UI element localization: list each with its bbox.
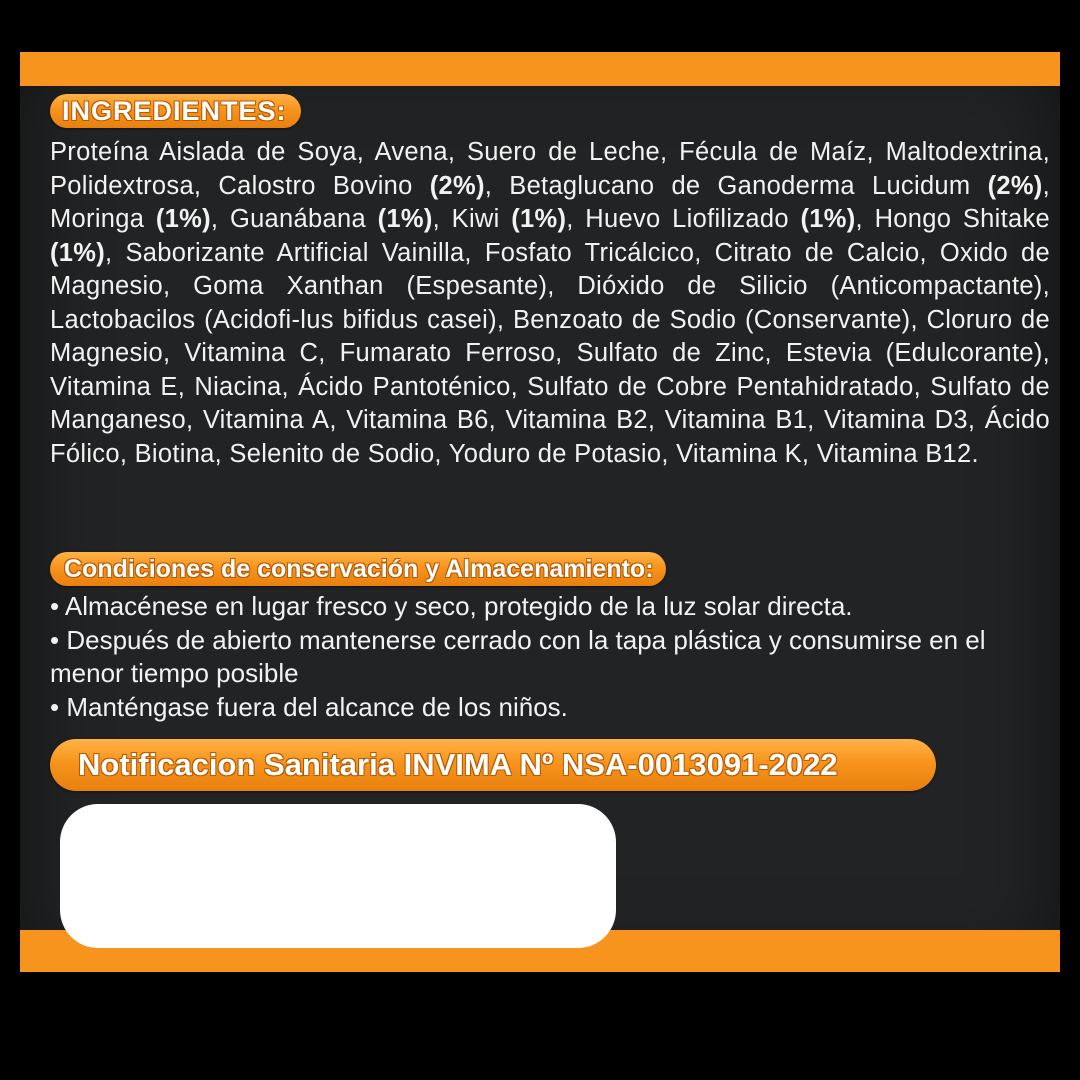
condition-item-children: • Manténgase fuera del alcance de los niños. bbox=[50, 691, 568, 722]
ingredients-heading: INGREDIENTES: bbox=[50, 94, 301, 128]
ingredient-segment: , Saborizante Artificial Vainilla, Fosfato Tricálcico, Citrato de Calcio, Oxido de Magnesio, Goma Xanthan (Espesante), Dióxido de Silicio (Anticompactante), Lactobacilos (Acidofi-lus bifidus casei), Benzoato de Sodio (Conservante), Cloruro de Magnesio, Vitamina C, Fumarato Ferroso, Sulfato de Zinc, Estevia (Edulcorante), Vitamina E, Niacina, Ácido Pantoténico, Sulfato de Cobre Pentahidratado, Sulfato de Manganeso, Vitamina A, Vitamina B6, Vitamina B2, Vitamina B1, Vitamina D3, Ácido Fólico, Biotina, Selenito de Sodio, Yoduro de Potasio, Vitamina K, Vitamina B12. bbox=[50, 238, 1050, 468]
blank-label-box bbox=[60, 804, 616, 948]
ingredient-percentage: (1%) bbox=[155, 205, 211, 233]
ingredient-segment: , Betaglucano de Ganoderma Lucidum bbox=[484, 171, 988, 200]
conditions-heading: Condiciones de conservación y Almacenamiento: bbox=[50, 552, 666, 586]
condition-item-storage: • Almacénese en lugar fresco y seco, protegido de la luz solar directa. bbox=[50, 591, 853, 621]
ingredient-segment: , Guanábana bbox=[210, 205, 378, 233]
ingredient-percentage: (1%) bbox=[50, 238, 106, 267]
ingredient-segment: Proteína Aislada de Soya, Avena, Suero de Leche, Fécula de Maíz, Maltodextrina, Polidextrosa, Calostro Bovino bbox=[50, 138, 1050, 200]
ingredient-segment: , Hongo Shitake bbox=[855, 205, 1050, 233]
label-panel bbox=[20, 52, 1060, 972]
ingredient-percentage: (2%) bbox=[987, 171, 1043, 200]
top-orange-stripe bbox=[20, 52, 1060, 86]
invima-registration-badge: Notificacion Sanitaria INVIMA Nº NSA-0013091-2022 bbox=[50, 739, 936, 791]
ingredient-segment: , Huevo Liofilizado bbox=[566, 205, 801, 233]
condition-item-after-opening: • Después de abierto mantenerse cerrado con la tapa plástica y consumirse en el menor tiempo posible bbox=[50, 624, 986, 688]
ingredient-segment: , Kiwi bbox=[432, 205, 512, 233]
ingredient-percentage: (1%) bbox=[800, 205, 856, 233]
ingredient-percentage: (1%) bbox=[377, 205, 433, 233]
ingredient-segment: , Moringa bbox=[50, 171, 1050, 233]
ingredient-percentage: (2%) bbox=[429, 171, 485, 200]
conditions-list bbox=[50, 590, 1050, 724]
ingredients-text bbox=[50, 136, 1050, 471]
ingredient-percentage: (1%) bbox=[511, 205, 567, 233]
